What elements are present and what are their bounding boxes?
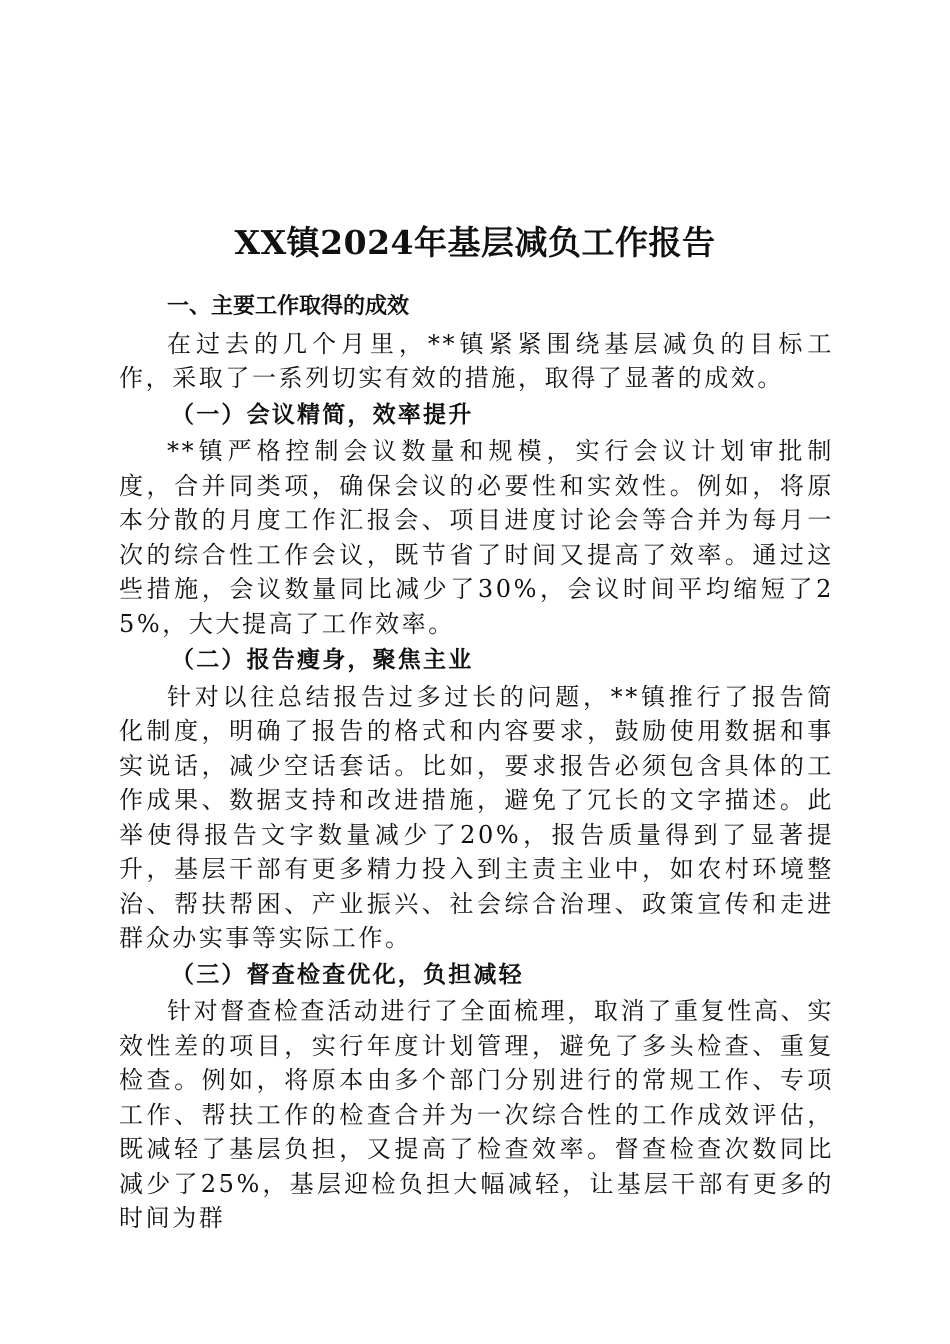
section-heading: 一、主要工作取得的成效 <box>167 294 410 319</box>
subsection-heading-3: （三）督查检查优化，负担减轻 <box>171 960 524 988</box>
subsection-paragraph-3: 针对督查检查活动进行了全面梳理，取消了重复性高、实效性差的项目，实行年度计划管理，避免了多头检查、重复检查。例如，将原本由多个部门分别进行的常规工作、专项工作、帮扶工作的检查合并为一次综合性的工作成效评估，既减轻了基层负担，又提高了检查效率。督查检查次数同比减少了25%，基层迎检负担大幅减轻，让基层干部有更多的时间为群 <box>119 997 834 1232</box>
subsection-heading-1: （一）会议精简，效率提升 <box>171 400 474 428</box>
subsection-paragraph-1: **镇严格控制会议数量和规模，实行会议计划审批制度，合并同类项，确保会议的必要性和实效性。例如，将原本分散的月度工作汇报会、项目进度讨论会等合并为每月一次的综合性工作会议，既节省了时间又提高了效率。通过这些措施，会议数量同比减少了30%，会议时间平均缩短了25%，大大提高了工作效率。 <box>119 437 834 638</box>
subsection-paragraph-2: 针对以往总结报告过多过长的问题，**镇推行了报告简化制度，明确了报告的格式和内容要求，鼓励使用数据和事实说话，减少空话套话。比如，要求报告必须包含具体的工作成果、数据支持和改进措施，避免了冗长的文字描述。此举使得报告文字数量减少了20%，报告质量得到了显著提升，基层干部有更多精力投入到主责主业中，如农村环境整治、帮扶帮困、产业振兴、社会综合治理、政策宣传和走进群众办实事等实际工作。 <box>119 682 834 952</box>
document-title: XX镇2024年基层减负工作报告 <box>234 223 716 263</box>
section-intro-paragraph: 在过去的几个月里，**镇紧紧围绕基层减负的目标工作，采取了一系列切实有效的措施，取得了显著的成效。 <box>119 329 834 392</box>
subsection-heading-2: （二）报告瘦身，聚焦主业 <box>171 646 474 673</box>
document-body <box>119 290 834 1236</box>
